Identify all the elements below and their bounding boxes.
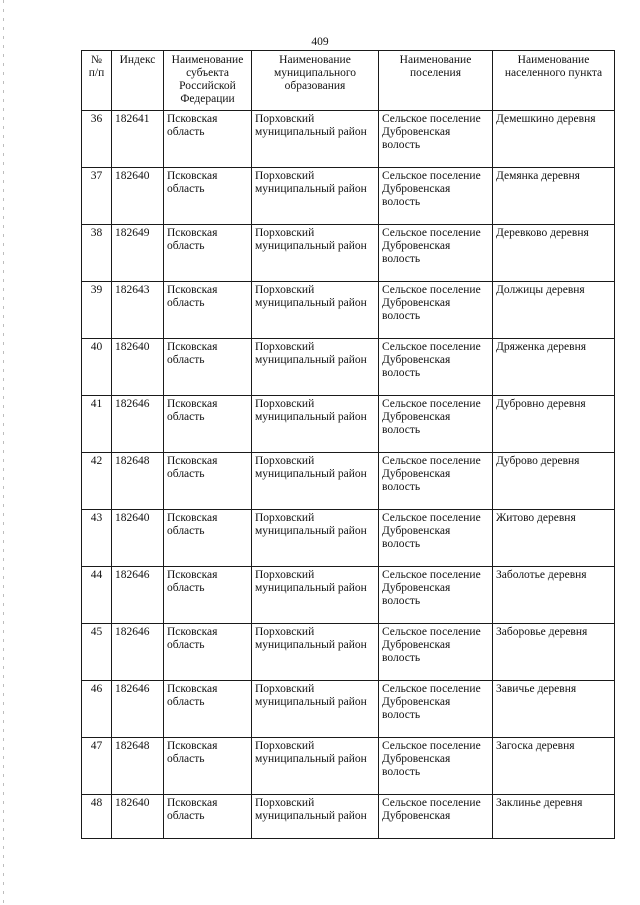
cell-municipality: Порховский муниципальный район [252, 111, 379, 168]
cell-locality: Демешкино деревня [493, 111, 615, 168]
cell-municipality: Порховский муниципальный район [252, 453, 379, 510]
table-row [82, 567, 615, 624]
cell-locality: Загоска деревня [493, 738, 615, 795]
cell-num: 40 [82, 339, 112, 396]
table-row [82, 453, 615, 510]
cell-subject: Псковская область [164, 396, 252, 453]
cell-municipality: Порховский муниципальный район [252, 225, 379, 282]
cell-locality: Деревково деревня [493, 225, 615, 282]
cell-index: 182648 [112, 738, 164, 795]
cell-settlement: Сельское поселение Дубровенская волость [379, 510, 493, 567]
cell-settlement: Сельское поселение Дубровенская волость [379, 282, 493, 339]
cell-subject: Псковская область [164, 795, 252, 839]
cell-num: 43 [82, 510, 112, 567]
cell-subject: Псковская область [164, 282, 252, 339]
cell-settlement: Сельское поселение Дубровенская волость [379, 225, 493, 282]
cell-locality: Дуброво деревня [493, 453, 615, 510]
cell-municipality: Порховский муниципальный район [252, 168, 379, 225]
cell-num: 41 [82, 396, 112, 453]
cell-index: 182646 [112, 624, 164, 681]
cell-subject: Псковская область [164, 339, 252, 396]
cell-municipality: Порховский муниципальный район [252, 567, 379, 624]
cell-index: 182643 [112, 282, 164, 339]
cell-settlement: Сельское поселение Дубровенская волость [379, 111, 493, 168]
cell-num: 44 [82, 567, 112, 624]
table-header [82, 51, 615, 111]
header-locality: Наименование населенного пункта [493, 51, 615, 111]
cell-municipality: Порховский муниципальный район [252, 624, 379, 681]
cell-num: 37 [82, 168, 112, 225]
header-row [82, 51, 615, 111]
table-row [82, 396, 615, 453]
cell-num: 47 [82, 738, 112, 795]
page-number: 409 [311, 36, 329, 48]
header-subject: Наименование субъекта Российской Федерации [164, 51, 252, 111]
table-row [82, 225, 615, 282]
cell-settlement: Сельское поселение Дубровенская волость [379, 396, 493, 453]
cell-municipality: Порховский муниципальный район [252, 738, 379, 795]
cell-num: 46 [82, 681, 112, 738]
cell-subject: Псковская область [164, 168, 252, 225]
cell-municipality: Порховский муниципальный район [252, 396, 379, 453]
cell-municipality: Порховский муниципальный район [252, 339, 379, 396]
cell-subject: Псковская область [164, 624, 252, 681]
table-row [82, 168, 615, 225]
cell-settlement: Сельское поселение Дубровенская волость [379, 339, 493, 396]
cell-index: 182641 [112, 111, 164, 168]
table-row [82, 795, 615, 839]
cell-settlement: Сельское поселение Дубровенская волость [379, 168, 493, 225]
cell-num: 36 [82, 111, 112, 168]
cell-locality: Завичье деревня [493, 681, 615, 738]
cell-subject: Псковская область [164, 510, 252, 567]
cell-num: 38 [82, 225, 112, 282]
header-settlement: Наименование поселения [379, 51, 493, 111]
cell-subject: Псковская область [164, 681, 252, 738]
cell-index: 182640 [112, 339, 164, 396]
cell-subject: Псковская область [164, 567, 252, 624]
locality-registry-table [81, 50, 615, 839]
table-row [82, 111, 615, 168]
cell-municipality: Порховский муниципальный район [252, 681, 379, 738]
cell-num: 39 [82, 282, 112, 339]
header-municipality: Наименование муниципального образования [252, 51, 379, 111]
cell-subject: Псковская область [164, 225, 252, 282]
cell-num: 48 [82, 795, 112, 839]
cell-subject: Псковская область [164, 738, 252, 795]
cell-index: 182640 [112, 510, 164, 567]
cell-index: 182646 [112, 567, 164, 624]
table-body [82, 111, 615, 839]
cell-num: 42 [82, 453, 112, 510]
cell-index: 182649 [112, 225, 164, 282]
table-row [82, 339, 615, 396]
cell-settlement: Сельское поселение Дубровенская волость [379, 567, 493, 624]
cell-index: 182648 [112, 453, 164, 510]
cell-municipality: Порховский муниципальный район [252, 282, 379, 339]
cell-locality: Дряженка деревня [493, 339, 615, 396]
cell-settlement: Сельское поселение Дубровенская волость [379, 681, 493, 738]
table-row [82, 624, 615, 681]
cell-settlement: Сельское поселение Дубровенская волость [379, 624, 493, 681]
table-row [82, 681, 615, 738]
cell-settlement: Сельское поселение Дубровенская волость [379, 453, 493, 510]
header-index: Индекс [112, 51, 164, 111]
cell-locality: Заклинье деревня [493, 795, 615, 839]
cell-locality: Должицы деревня [493, 282, 615, 339]
cell-settlement: Сельское поселение Дубровенская волость [379, 738, 493, 795]
table-row [82, 738, 615, 795]
cell-settlement: Сельское поселение Дубровенская [379, 795, 493, 839]
cell-index: 182640 [112, 168, 164, 225]
cell-locality: Заболотье деревня [493, 567, 615, 624]
cell-municipality: Порховский муниципальный район [252, 795, 379, 839]
cell-locality: Житово деревня [493, 510, 615, 567]
cell-locality: Заборовье деревня [493, 624, 615, 681]
table-row [82, 282, 615, 339]
cell-index: 182640 [112, 795, 164, 839]
cell-index: 182646 [112, 396, 164, 453]
scan-edge-artifact [3, 0, 4, 905]
cell-subject: Псковская область [164, 453, 252, 510]
cell-locality: Дубровно деревня [493, 396, 615, 453]
cell-index: 182646 [112, 681, 164, 738]
cell-municipality: Порховский муниципальный район [252, 510, 379, 567]
cell-subject: Псковская область [164, 111, 252, 168]
cell-locality: Демянка деревня [493, 168, 615, 225]
cell-num: 45 [82, 624, 112, 681]
header-num: № п/п [82, 51, 112, 111]
table-row [82, 510, 615, 567]
